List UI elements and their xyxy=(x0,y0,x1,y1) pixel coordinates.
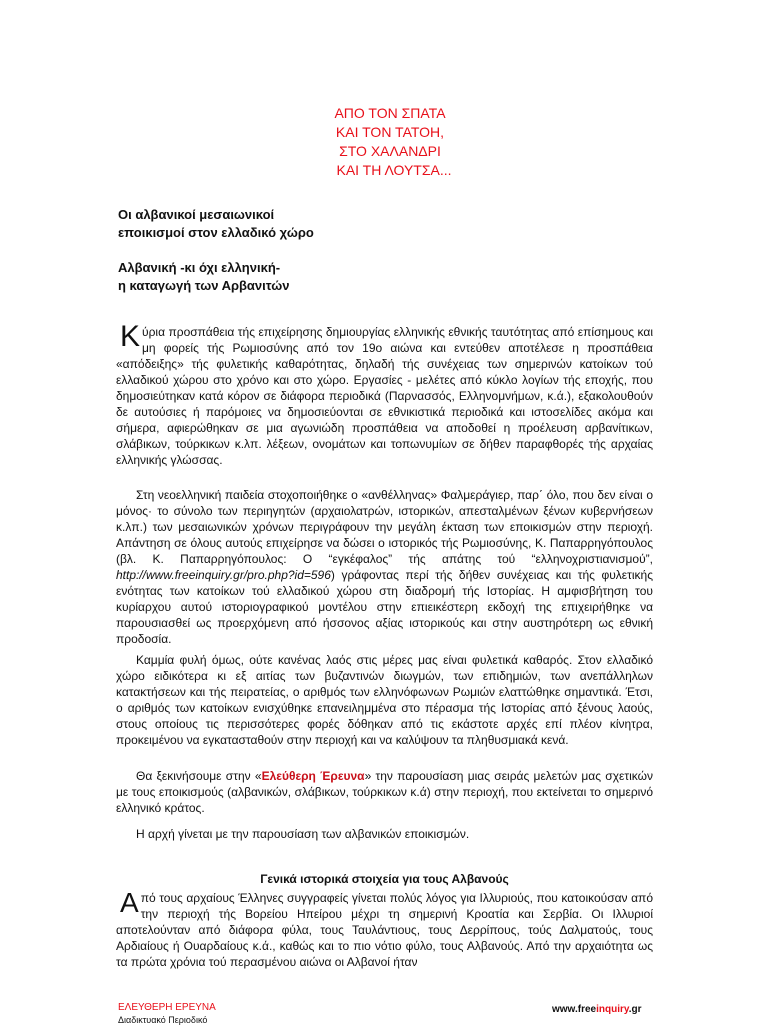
footer-magazine xyxy=(118,1001,216,1027)
heading-origin xyxy=(118,259,289,295)
dropcap-k: Κ xyxy=(120,320,141,353)
title-line-2: ΚΑΙ ΤΟΝ ΤΑΤΟΗ, xyxy=(335,124,445,140)
paragraph-2 xyxy=(116,487,653,647)
paragraph-2-text-a: Στη νεοελληνική παιδεία στοχοποιήθηκε ο «ανθέλληνας» Φαλμεράγιερ, παρ΄ όλο, που δεν είναι ο μόνος· το σύνολο των περιηγητών (αρχαιολατρών, ιστορικών, απεσταλμένων ξένων κυβερνήσεων κ.λπ.) των μεσαιωνικών χρόνων περιγράφουν την μεγάλη έκταση των εποικισμών στην περιοχή. Απάντηση σε όλους αυτούς επιχείρησε να δώσει ο ιστορικός τής Ρωμιοσύνης, Κ. Παπαρρηγόπουλος (βλ. Κ. Παπαρρηγόπουλος: Ο “εγκέφαλος” τής απάτης τού “ελληνοχριστιανισμού”, xyxy=(116,488,653,566)
section-title: Γενικά ιστορικά στοιχεία για τους Αλβανούς xyxy=(260,872,509,886)
heading-settlements xyxy=(118,206,314,242)
footer-url-prefix: www.free xyxy=(552,1004,597,1015)
footer-url-suffix: .gr xyxy=(628,1004,642,1015)
magazine-name-highlight: Ελεύθερη Έρευνα xyxy=(261,769,365,783)
heading-1-line-2: εποικισμοί στον ελλαδικό χώρο xyxy=(118,225,314,240)
heading-1-line-1: Οι αλβανικοί μεσαιωνικοί xyxy=(118,207,275,222)
paragraph-3-text: Καμμία φυλή όμως, ούτε κανένας λαός στις μέρες μας είναι φυλετικά καθαρός. Στον ελλαδικό χώρο ειδικότερα κι εξ αιτίας των βυζαντινών διωγμών, των επιδημιών, των ανεπάλληλων κατακτήσεων και τής πειρατείας, ο αριθμός των ελληνόφωνων Ρωμιών ελαττώθηκε σημαντικά. Έτσι, ο αριθμός των κατοίκων ενισχύθηκε επανειλημμένα στο πέρασμα τής Ιστορίας από ξένους λαούς, στους οποίους τις περισσότερες φορές δόθηκαν από τις εκάστοτε αρχές επί πλέον κίνητρα, προκειμένου να εγκατασταθούν στην περιοχή και να καλύψουν τα πληθυσμιακά κενά. xyxy=(116,653,653,747)
paragraph-6-text: πό τους αρχαίους Έλληνες συγγραφείς γίνεται πολύς λόγος για Ιλλυριούς, που κατοικούσαν από την περιοχή τής Βορείου Ηπείρου μέχρι τη σημερινή Κροατία και Σερβία. Οι Ιλλυριοί αποτελούνταν από διάφορα φύλα, τους Ταυλάντιους, τους Δερρίπους, τούς Δαλματούς, τους Αρδιαίους ή Ουαρδαίους κ.ά., καθώς και το πιο νότιο φύλο, τους Αλβανούς. Από την αρχαιότητα ως τα πρώτα χρόνια τού περασμένου αιώνα οι Αλβανοί ήταν xyxy=(116,891,653,969)
title-line-1: ΑΠΟ ΤΟΝ ΣΠΑΤΑ xyxy=(334,105,446,121)
paragraph-4 xyxy=(116,768,653,816)
paragraph-3 xyxy=(116,652,653,748)
paragraph-5-text: Η αρχή γίνεται με την παρουσίαση των αλβανικών εποικισμών. xyxy=(136,827,470,841)
paragraph-2-text-b: ) γράφοντας περί τής δήθεν συνέχειας και τής φυλετικής ενότητας των κατοίκων τού ελλαδικού χώρου στη διαδρομή τής Ιστορίας. Η αμφισβήτηση του κυρίαρχου αυτού ιστοριογραφικού μοντέλου στην επιεικέστερη εκδοχή της επιχειρήθηκε να παρουσιασθεί ως προερχόμενη από ήσσονος αξίας ιστορικούς και στην αυστηρότερη ως εθνική προδοσία. xyxy=(116,568,653,646)
paragraph-5 xyxy=(116,826,653,842)
title-line-4: ΚΑΙ ΤΗ ΛΟΥΤΣΑ... xyxy=(336,162,452,178)
paragraph-1 xyxy=(116,320,653,468)
footer-url[interactable] xyxy=(552,1004,641,1015)
paragraph-4-text-b: » την παρουσίαση μιας σειράς μελετών μας σχετικών με τους εποικισμούς (αλβανικών, σλάβικων, τούρκικων κ.ά) στην περιοχή, που εκτείνεται το σημερινό ελληνικό κράτος. xyxy=(116,769,653,815)
paragraph-4-text-a: Θα ξεκινήσουμε στην « xyxy=(136,769,262,783)
heading-2-line-1: Αλβανική -κι όχι ελληνική- xyxy=(118,260,281,275)
heading-2-line-2: η καταγωγή των Αρβανιτών xyxy=(118,278,290,293)
footer-magazine-name: ΕΛΕΥΘΕΡΗ ΕΡΕΥΝΑ xyxy=(118,1002,216,1013)
red-title-block xyxy=(300,104,480,180)
paragraph-1-text: ύρια προσπάθεια τής επιχείρησης δημιουργίας ελληνικής εθνικής ταυτότητας από επίσημους και μη φορείς τής Ρωμιοσύνης από τον 19ο αιώνα και εντεύθεν αποτέλεσε η προσπάθεια «απόδειξης» τής φυλετικής καθαρότητας, δηλαδή τής συνέχειας των σημερινών κατοίκων τού ελλαδικού χώρου στο χρόνο και στο χώρο. Εργασίες - μελέτες από κύκλο λογίων τής εποχής, που δημοσιεύτηκαν κατά κόρον σε διάφορα περιοδικά (Παρνασσός, Ελληνομνήμων, κ.ά.), εξακολουθούν δε αυτούσιες ή παρόμοιες να δημοσιεύονται σε εθνικιστικά περιοδικά και ιστοσελίδες ακόμα και σήμερα, αφιερώθηκαν σε μια αγωνιώδη προσπάθεια να αποδοθεί η προέλευση αρβανίτικων, σλάβικων, τούρκικων κ.λπ. λέξεων, ονομάτων και τοπωνυμίων σε δήθεν παραφθορές τής αρχαίας ελληνικής γλώσσας. xyxy=(116,325,653,467)
title-line-3: ΣΤΟ ΧΑΛΑΝΔΡΙ xyxy=(339,143,441,159)
footer-magazine-subtitle: Διαδικτυακό Περιοδικό xyxy=(118,1015,208,1025)
dropcap-a: Α xyxy=(120,887,139,918)
paragraph-2-link[interactable]: http://www.freeinquiry.gr/pro.php?id=596 xyxy=(116,568,331,582)
paragraph-6 xyxy=(116,887,653,970)
footer-url-accent: inquiry xyxy=(596,1004,629,1015)
